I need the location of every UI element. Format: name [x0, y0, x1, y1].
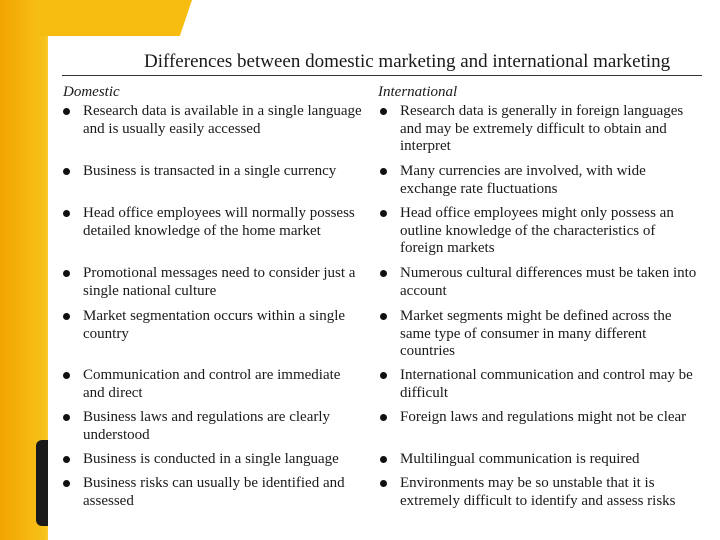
bullet-icon — [63, 313, 70, 320]
bullet-icon — [380, 210, 387, 217]
domestic-cell: Business risks can usually be identified and assessed — [83, 475, 345, 509]
column-header-domestic: Domestic — [63, 84, 120, 100]
international-cell: Many currencies are involved, with wide exchange rate fluctuations — [400, 163, 646, 197]
domestic-cell: Communication and control are immediate and direct — [83, 367, 341, 401]
bullet-icon — [63, 108, 70, 115]
international-cell: International communication and control may be difficult — [400, 367, 693, 401]
domestic-cell: Market segmentation occurs within a single country — [83, 308, 346, 342]
bullet-icon — [380, 313, 387, 320]
bullet-icon — [380, 168, 387, 175]
international-cell: Numerous cultural differences must be taken into account — [400, 265, 697, 299]
bullet-icon — [63, 480, 70, 487]
bullet-icon — [380, 414, 387, 421]
international-cell: Head office employees might only possess an outline knowledge of the characteristics of foreign markets — [400, 205, 674, 256]
column-header-international: International — [378, 84, 458, 100]
decorative-tab — [40, 0, 192, 36]
domestic-cell: Promotional messages need to consider just a single national culture — [83, 265, 356, 299]
bullet-icon — [380, 480, 387, 487]
domestic-cell: Business is transacted in a single currency — [83, 163, 337, 179]
domestic-cell: Head office employees will normally possess detailed knowledge of the home market — [83, 205, 355, 239]
domestic-cell: Research data is available in a single language and is usually easily accessed — [83, 103, 362, 137]
bullet-icon — [63, 456, 70, 463]
bullet-icon — [380, 270, 387, 277]
bullet-icon — [63, 372, 70, 379]
bullet-icon — [63, 414, 70, 421]
bullet-icon — [63, 270, 70, 277]
international-cell: Foreign laws and regulations might not be clear — [400, 409, 687, 425]
international-cell: Research data is generally in foreign languages and may be extremely difficult to obtain and interpret — [400, 103, 684, 154]
title-divider — [62, 75, 702, 76]
international-cell: Environments may be so unstable that it is extremely difficult to identify and assess risks — [400, 475, 676, 509]
bullet-icon — [380, 372, 387, 379]
domestic-cell: Business is conducted in a single language — [83, 451, 339, 467]
bullet-icon — [63, 210, 70, 217]
international-cell: Multilingual communication is required — [400, 451, 640, 467]
bullet-icon — [63, 168, 70, 175]
page-title: Differences between domestic marketing and international marketing — [144, 51, 671, 72]
international-cell: Market segments might be defined across the same type of consumer in many different countries — [400, 308, 672, 359]
bullet-icon — [380, 456, 387, 463]
bullet-icon — [380, 108, 387, 115]
domestic-cell: Business laws and regulations are clearly understood — [83, 409, 331, 443]
